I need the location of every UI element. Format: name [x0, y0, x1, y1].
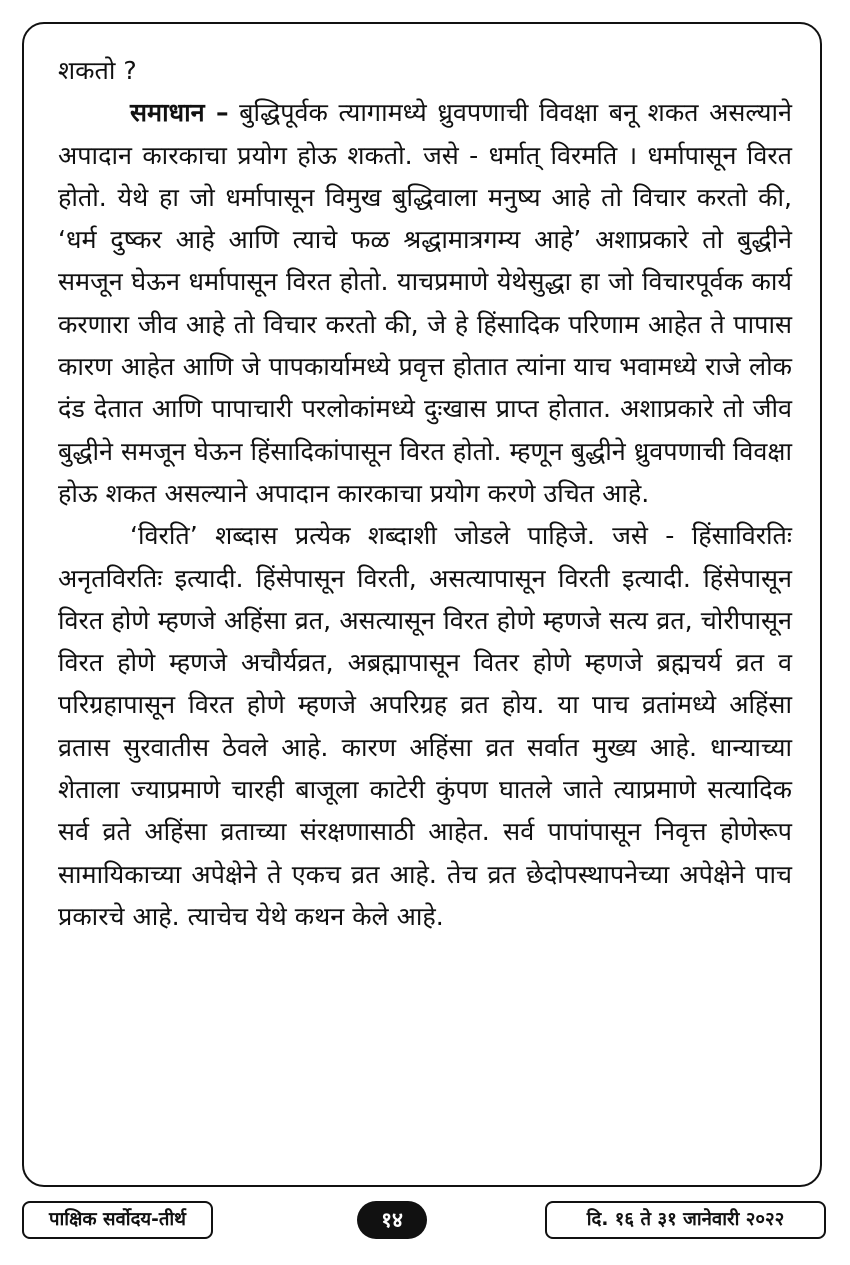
page-number: १४: [357, 1201, 427, 1239]
paragraph-virati: ‘विरति’ शब्दास प्रत्येक शब्दाशी जोडले पाहिजे. जसे - हिंसाविरतिः अनृतविरतिः इत्यादी. हिंसेपासून विरती, असत्यापासून विरती इत्यादी. हिंसेपासून विरत होणे म्हणजे अहिंसा व्रत, असत्यासून विरत होणे म्हणजे सत्य व्रत, चोरीपासून विरत होणे म्हणजे अचौर्यव्रत, अब्रह्मापासून वितर होणे म्हणजे ब्रह्मचर्य व्रत व परिग्रहापासून विरत होणे म्हणजे अपरिग्रह व्रत होय. या पाच व्रतांमध्ये अहिंसा व्रतास सुरवातीस ठेवले आहे. कारण अहिंसा व्रत सर्वात मुख्य आहे. धान्याच्या शेताला ज्याप्रमाणे चारही बाजूला काटेरी कुंपण घातले जाते त्याप्रमाणे सत्यादिक सर्व व्रते अहिंसा व्रताच्या संरक्षणासाठी आहेत. सर्व पापांपासून निवृत्त होणेरूप सामायिकाच्या अपेक्षेने ते एकच व्रत आहे. तेच व्रत छेदोपस्थापनेच्या अपेक्षेने पाच प्रकारचे आहे. त्याचेच येथे कथन केले आहे.: [58, 521, 792, 931]
paragraph-samadhan: [58, 92, 792, 515]
continued-line: शकतो ?: [58, 56, 137, 85]
article-body: [58, 50, 792, 938]
samadhan-text: बुद्धिपूर्वक त्यागामध्ये ध्रुवपणाची विवक्षा बनू शकत असल्याने अपादान कारकाचा प्रयोग होऊ शकतो. जसे - धर्मात् विरमति । धर्मापासून विरत होतो. येथे हा जो धर्मापासून विमुख बुद्धिवाला मनुष्य आहे तो विचार करतो की, ‘धर्म दुष्कर आहे आणि त्याचे फळ श्रद्धामात्रगम्य आहे’ अशाप्रकारे तो बुद्धीने समजून घेऊन धर्मापासून विरत होतो. याचप्रमाणे येथेसुद्धा हा जो विचारपूर्वक कार्य करणारा जीव आहे तो विचार करतो की, जे हे हिंसादिक परिणाम आहेत ते पापास कारण आहेत आणि जे पापकार्यामध्ये प्रवृत्त होतात त्यांना याच भवामध्ये राजे लोक दंड देतात आणि पापाचारी परलोकांमध्ये दुःखास प्राप्त होतात. अशाप्रकारे तो जीव बुद्धीने समजून घेऊन हिंसादिकांपासून विरत होतो. म्हणून बुद्धीने ध्रुवपणाची विवक्षा होऊ शकत असल्याने अपादान कारकाचा प्रयोग करणे उचित आहे.: [58, 98, 793, 508]
publication-name: पाक्षिक सर्वोदय-तीर्थ: [22, 1201, 213, 1239]
issue-date: दि. १६ ते ३१ जानेवारी २०२२: [545, 1201, 826, 1239]
samadhan-label: समाधान –: [130, 98, 229, 128]
